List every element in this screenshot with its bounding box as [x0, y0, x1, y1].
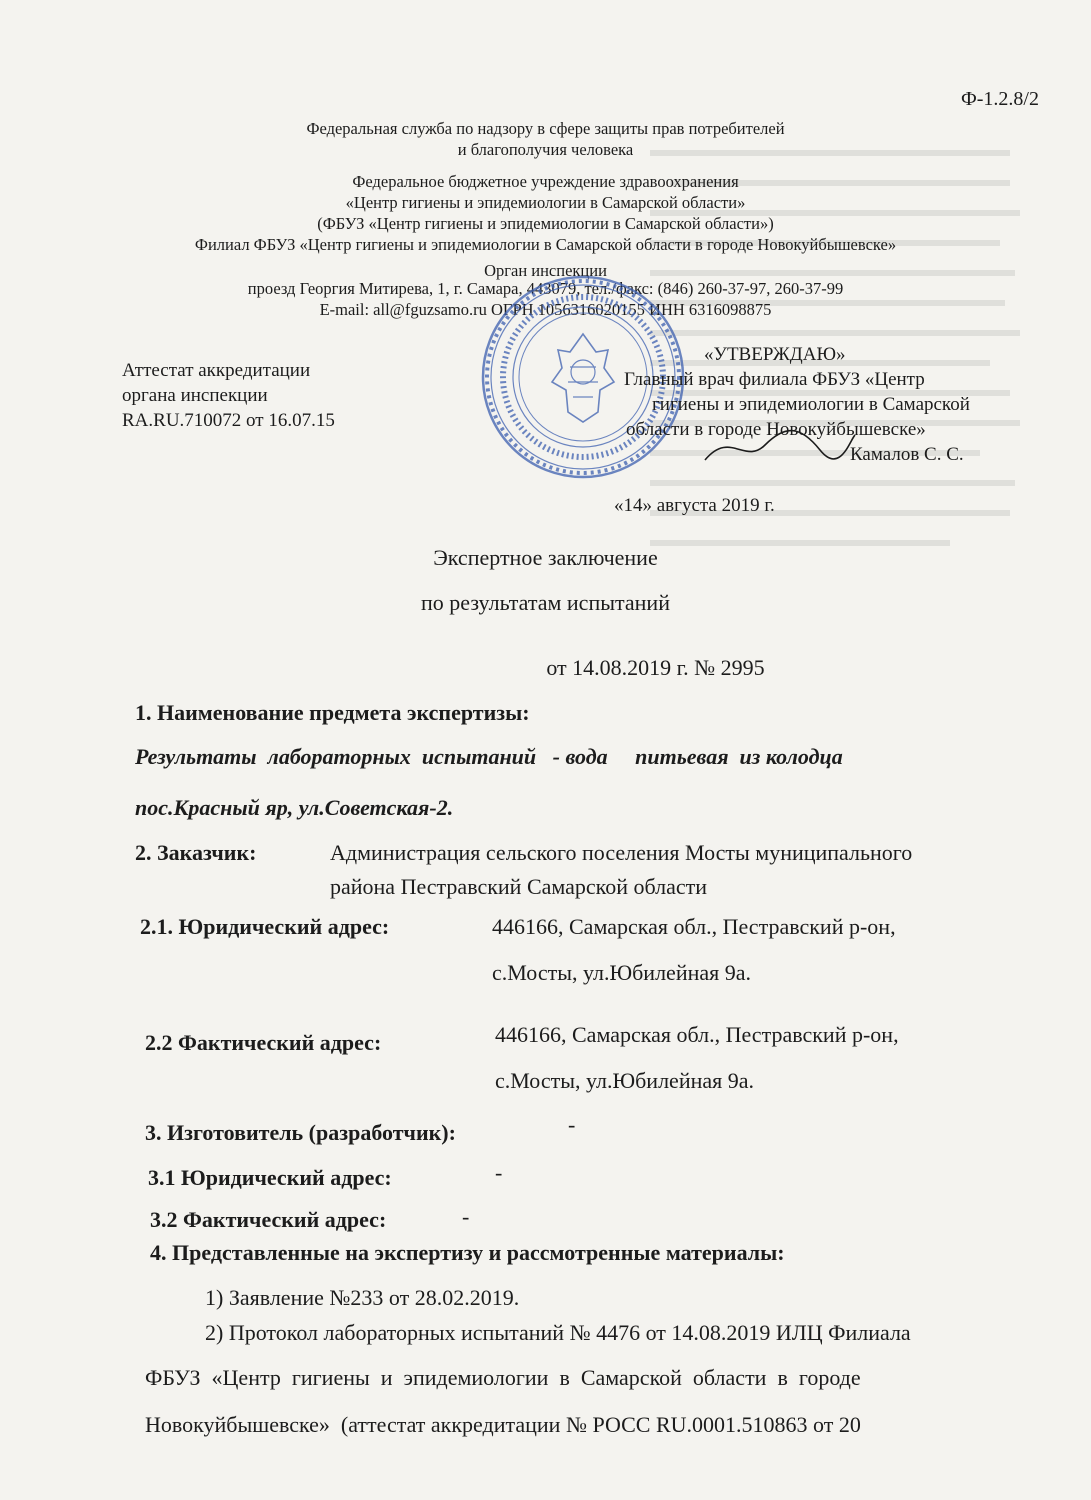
accreditation-block: [122, 358, 335, 433]
section-4-item-2-line-1: 2) Протокол лабораторных испытаний № 4476 от 14.08.2019 ИЛЦ Филиала: [205, 1320, 911, 1345]
section-3-1-label: 3.1 Юридический адрес:: [148, 1165, 392, 1190]
section-2-2-label: 2.2 Фактический адрес:: [145, 1030, 382, 1055]
header-line-9: E-mail: all@fguzsamo.ru ОГРН 1056316020155 ИНН 6316098875: [319, 300, 772, 319]
approval-signatory: Камалов С. С.: [850, 444, 964, 465]
section-2-value-line-2: района Пестравский Самарской области: [330, 874, 708, 899]
section-2-1-value-line-1: 446166, Самарская обл., Пестравский р-он,: [492, 914, 896, 939]
section-1-text-line-2: пос.Красный яр, ул.Советская-2.: [135, 795, 454, 820]
section-2-2-value-line-1: 446166, Самарская обл., Пестравский р-он,: [495, 1022, 899, 1047]
section-2-2-value-line-2: с.Мосты, ул.Юбилейная 9а.: [495, 1068, 755, 1093]
document-title: Экспертное заключение: [433, 545, 658, 570]
section-3-2-value: -: [462, 1204, 470, 1229]
accreditation-line-2: органа инспекции: [122, 385, 268, 406]
approval-line-3: гигиены и эпидемиологии в Самарской: [652, 394, 970, 415]
accreditation-line-3: RA.RU.710072 от 16.07.15: [122, 410, 335, 431]
section-3-label: 3. Изготовитель (разработчик):: [145, 1120, 456, 1145]
section-4-item-1: 1) Заявление №233 от 28.02.2019.: [205, 1285, 520, 1310]
section-4-heading: 4. Представленные на экспертизу и рассмотренные материалы:: [150, 1240, 785, 1265]
section-4-item-2-line-2: ФБУЗ «Центр гигиены и эпидемиологии в Самарской области в городе: [145, 1365, 861, 1390]
header-line-4: «Центр гигиены и эпидемиологии в Самарской области»: [345, 193, 746, 212]
document-date-number: от 14.08.2019 г. № 2995: [546, 655, 765, 680]
document-subtitle: по результатам испытаний: [421, 590, 670, 615]
approval-date: «14» августа 2019 г.: [614, 495, 775, 516]
header-line-8: проезд Георгия Митирева, 1, г. Самара, 443079, тел./факс: (846) 260-37-97, 260-37-99: [247, 279, 844, 298]
section-3-value: -: [568, 1112, 576, 1137]
header-line-1: Федеральная служба по надзору в сфере защиты прав потребителей: [306, 119, 785, 138]
header-line-3: Федеральное бюджетное учреждение здравоохранения: [352, 172, 739, 191]
accreditation-line-1: Аттестат аккредитации: [122, 360, 311, 381]
section-3-2-label: 3.2 Фактический адрес:: [150, 1207, 387, 1232]
section-2-1-value-line-2: с.Мосты, ул.Юбилейная 9а.: [492, 960, 752, 985]
approval-line-4: области в городе Новокуйбышевске»: [626, 419, 926, 440]
header-line-7: Орган инспекции: [484, 261, 607, 280]
section-4-item-2-line-3: Новокуйбышевске» (аттестат аккредитации № РОСС RU.0001.510863 от 20: [145, 1412, 861, 1437]
section-3-1-value: -: [495, 1160, 503, 1185]
header-line-2: и благополучия человека: [457, 140, 634, 159]
form-code: Ф-1.2.8/2: [960, 88, 1039, 110]
section-2-value-line-1: Администрация сельского поселения Мосты муниципального: [330, 840, 913, 865]
approval-line-2: Главный врач филиала ФБУЗ «Центр: [624, 369, 925, 390]
header-line-5: (ФБУЗ «Центр гигиены и эпидемиологии в Самарской области»): [317, 214, 774, 233]
header-line-6: Филиал ФБУЗ «Центр гигиены и эпидемиологии в Самарской области в городе Новокуйбышевске»: [194, 235, 897, 254]
signature-mark: [700, 420, 860, 470]
section-1-heading: 1. Наименование предмета экспертизы:: [135, 700, 530, 725]
section-2-1-label: 2.1. Юридический адрес:: [140, 914, 390, 939]
section-2-label: 2. Заказчик:: [135, 840, 257, 865]
section-1-text-line-1: Результаты лабораторных испытаний - вода питьевая из колодца: [135, 744, 843, 769]
approval-line-1: «УТВЕРЖДАЮ»: [704, 344, 846, 365]
